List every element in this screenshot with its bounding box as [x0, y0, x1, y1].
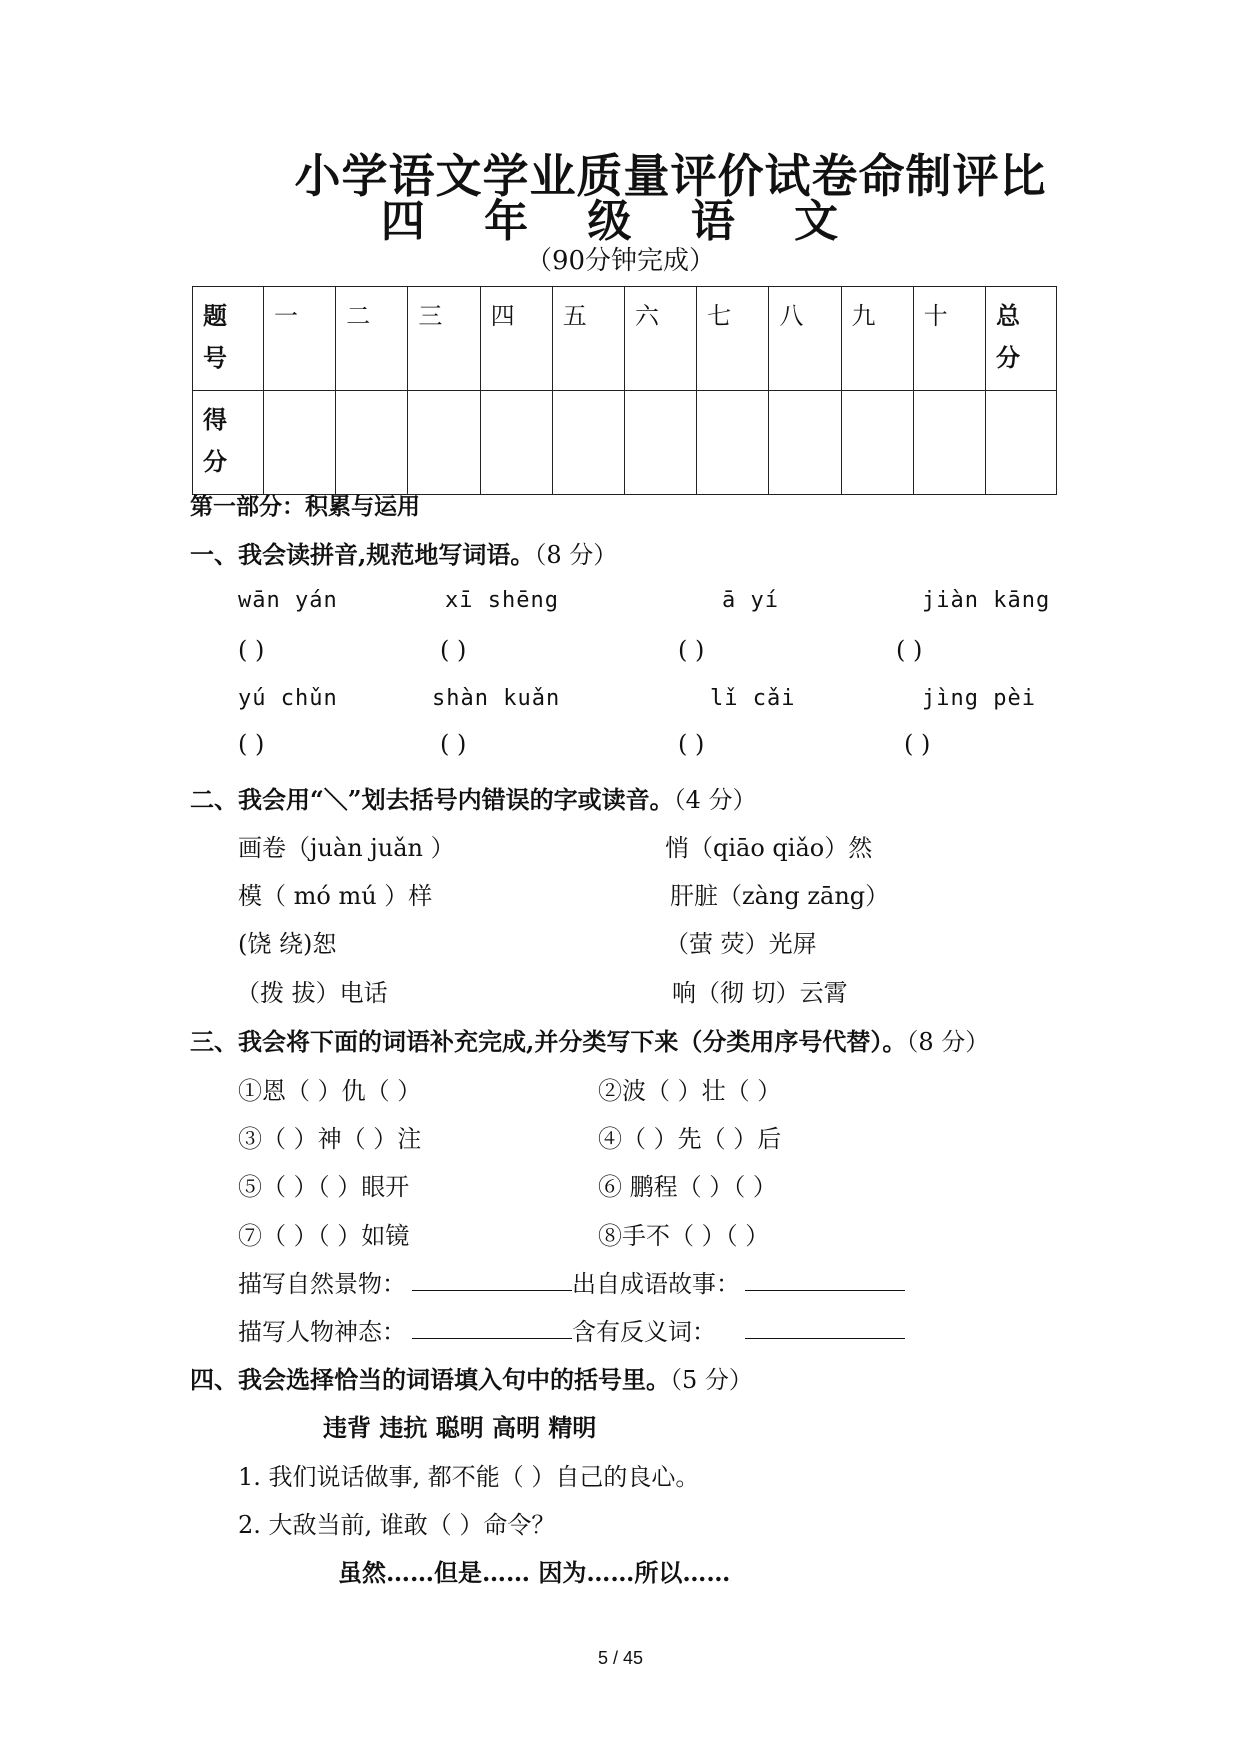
q1-points: （8 分） — [534, 541, 618, 569]
score-col-9: 九 — [841, 287, 913, 391]
score-col-6: 六 — [624, 287, 696, 391]
q3-category-expression-blank[interactable] — [412, 1316, 572, 1339]
score-cell[interactable] — [264, 391, 336, 495]
q1-pinyin-2: xī shēng — [445, 588, 559, 613]
q2-item-5[interactable]: (饶 绕)恕 — [238, 930, 337, 958]
score-table-head-question: 题 号 — [193, 287, 264, 391]
q1-answer-5[interactable]: ( ) — [238, 730, 265, 758]
q1-answer-1[interactable]: ( ) — [238, 636, 265, 664]
q1-pinyin-6: shàn kuǎn — [432, 686, 561, 711]
q3-title-text: 三、我会将下面的词语补充完成,并分类写下来（分类用序号代替）。 — [190, 1027, 907, 1056]
score-table-row-score — [193, 391, 1057, 495]
score-cell[interactable] — [913, 391, 985, 495]
q2-item-3[interactable]: 模（ mó mú ）样 — [238, 882, 433, 910]
score-cell[interactable] — [697, 391, 769, 495]
q2-item-4[interactable]: 肝脏（zàng zāng） — [670, 882, 890, 910]
q1-answer-2[interactable]: ( ) — [440, 636, 467, 664]
q3-category-nature — [238, 1264, 406, 1299]
q4-sentence-1[interactable]: 1. 我们说话做事, 都不能（ ）自己的良心。 — [238, 1463, 700, 1491]
page-number: 5 / 45 — [597, 1648, 644, 1668]
q4-word-bank-2: 虽然……但是…… 因为……所以…… — [338, 1558, 731, 1587]
q1-pinyin-1: wān yán — [238, 588, 338, 613]
score-col-3: 三 — [408, 287, 480, 391]
score-cell[interactable] — [624, 391, 696, 495]
q3-item-8[interactable]: ⑧手不（ ）（ ） — [598, 1222, 770, 1250]
score-col-4: 四 — [480, 287, 552, 391]
score-col-7: 七 — [697, 287, 769, 391]
q1-pinyin-7: lǐ cǎi — [710, 686, 796, 711]
score-col-2: 二 — [336, 287, 408, 391]
q3-category-nature-blank[interactable] — [412, 1268, 572, 1291]
score-table — [192, 286, 1057, 495]
q1-answer-7[interactable]: ( ) — [678, 730, 705, 758]
score-cell[interactable] — [841, 391, 913, 495]
q4-word-bank-1: 违背 违抗 聪明 高明 精明 — [323, 1413, 597, 1442]
score-col-1: 一 — [264, 287, 336, 391]
q1-title — [190, 535, 617, 570]
q2-title-text: 二、我会用“＼”划去括号内错误的字或读音。 — [190, 785, 674, 814]
q2-item-7[interactable]: （拨 拔）电话 — [236, 979, 388, 1007]
q4-title-text: 四、我会选择恰当的词语填入句中的括号里。 — [190, 1365, 670, 1394]
q3-title — [190, 1022, 989, 1057]
q2-item-1[interactable]: 画卷（juàn juǎn ） — [238, 834, 455, 862]
exam-title: 小学语文学业质量评价试卷命制评比 — [294, 149, 1047, 203]
q4-sentence-2[interactable]: 2. 大敌当前, 谁敢（ ）命令？ — [238, 1511, 556, 1539]
q1-answer-3[interactable]: ( ) — [678, 636, 705, 664]
q2-title — [190, 780, 757, 815]
q3-item-1[interactable]: ①恩（ ）仇（ ） — [238, 1077, 422, 1105]
score-col-8: 八 — [769, 287, 841, 391]
q1-answer-8[interactable]: ( ) — [904, 730, 931, 758]
q2-points: （4 分） — [673, 786, 757, 814]
score-cell[interactable] — [408, 391, 480, 495]
score-cell[interactable] — [336, 391, 408, 495]
exam-duration: （90分钟完成） — [525, 246, 716, 276]
q3-category-antonym-label: 含有反义词： — [572, 1318, 716, 1346]
part1-title: 第一部分：积累与运用 — [190, 493, 420, 520]
q2-item-6[interactable]: （萤 荧）光屏 — [665, 930, 817, 958]
q3-category-nature-label: 描写自然景物： — [238, 1270, 406, 1298]
q3-item-6[interactable]: ⑥ 鹏程（ ）（ ） — [598, 1173, 777, 1201]
q1-answer-6[interactable]: ( ) — [440, 730, 467, 758]
q3-category-story-label: 出自成语故事： — [572, 1270, 740, 1298]
q1-pinyin-3: ā yí — [722, 588, 779, 613]
q3-item-7[interactable]: ⑦（ ）（ ）如镜 — [238, 1222, 410, 1250]
score-col-total: 总 分 — [986, 287, 1057, 391]
q2-item-8[interactable]: 响（彻 切）云霄 — [672, 979, 848, 1007]
score-table-head-score: 得 分 — [193, 391, 264, 495]
q1-answer-4[interactable]: ( ) — [896, 636, 923, 664]
q4-title — [190, 1360, 753, 1395]
q3-item-2[interactable]: ②波（ ）壮（ ） — [598, 1077, 782, 1105]
q2-item-2[interactable]: 悄（qiāo qiǎo）然 — [665, 834, 873, 862]
q3-category-expression — [238, 1312, 406, 1347]
q3-category-antonym-blank[interactable] — [745, 1316, 905, 1339]
score-cell[interactable] — [552, 391, 624, 495]
q3-category-antonym — [572, 1312, 716, 1347]
score-cell[interactable] — [986, 391, 1057, 495]
q1-title-text: 一、我会读拼音,规范地写词语。 — [190, 540, 535, 569]
q4-points: （5 分） — [670, 1366, 753, 1394]
q3-category-story — [572, 1264, 740, 1299]
score-table-row-question — [193, 287, 1057, 391]
score-col-5: 五 — [552, 287, 624, 391]
q3-item-5[interactable]: ⑤（ ）（ ）眼开 — [238, 1173, 410, 1201]
q1-pinyin-5: yú chǔn — [238, 686, 338, 711]
q3-category-expression-label: 描写人物神态： — [238, 1318, 406, 1346]
q3-points: （8 分） — [906, 1028, 990, 1056]
q1-pinyin-4: jiàn kāng — [922, 588, 1051, 613]
score-col-10: 十 — [913, 287, 985, 391]
q3-item-3[interactable]: ③（ ）神（ ）注 — [238, 1125, 422, 1153]
exam-subtitle-text: 四 年 级 语 文 — [380, 196, 861, 247]
score-cell[interactable] — [769, 391, 841, 495]
q1-pinyin-8: jìng pèi — [922, 686, 1036, 711]
q3-category-story-blank[interactable] — [745, 1268, 905, 1291]
q3-item-4[interactable]: ④（ ）先（ ）后 — [598, 1125, 782, 1153]
score-cell[interactable] — [480, 391, 552, 495]
